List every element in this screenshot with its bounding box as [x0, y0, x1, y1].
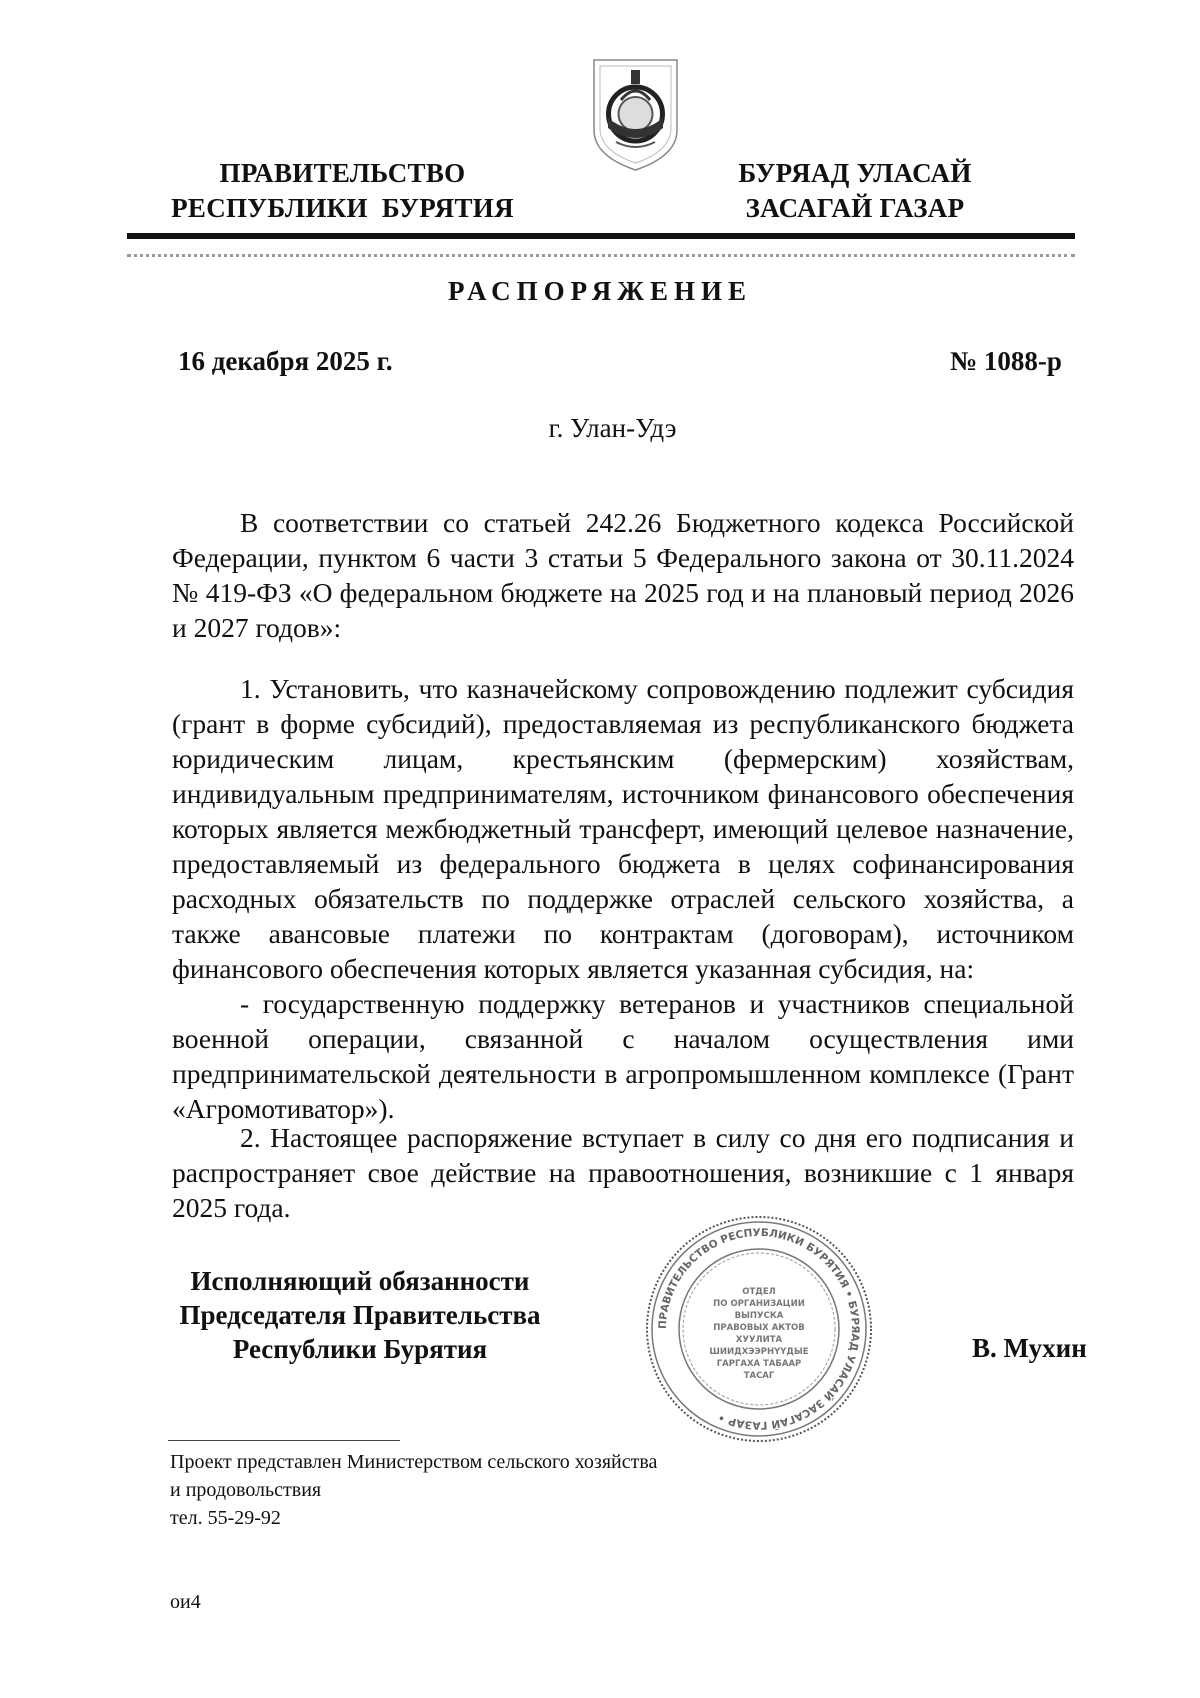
document-number: № 1088-р — [950, 346, 1062, 376]
seal-center-line: ГАРГАХА ТАБААР — [716, 1359, 802, 1369]
coat-of-arms-icon — [588, 56, 683, 174]
seal-center-line: ШИИДХЭЭРНҮҮДЫЕ — [709, 1347, 809, 1357]
footnote-divider — [168, 1440, 400, 1441]
project-note-line1: Проект представлен Министерством сельского хозяйства — [170, 1451, 658, 1473]
preamble — [172, 505, 1074, 645]
header-divider-thin — [127, 254, 1075, 257]
seal-center-line: ПРАВОВЫХ АКТОВ — [713, 1323, 805, 1333]
clause-2-text: 2. Настоящее распоряжение вступает в силу со дня его подписания и распространяет свое действие на правоотношения, возникшие с 1 января 2025 года. — [172, 1122, 1074, 1223]
clause-1 — [172, 671, 1074, 1126]
project-note-phone: тел. 55-29-92 — [170, 1507, 281, 1529]
government-name-line1: ПРАВИТЕЛЬСТВО — [219, 158, 466, 188]
seal-center-line: ПО ОРГАНИЗАЦИИ — [713, 1299, 805, 1309]
clause-1-text: 1. Установить, что казначейскому сопровождению подлежит субсидия (грант в форме субсидий), предоставляемая из республиканского бюджета юридическим лицам, крестьянским (фермерским) хозяйствам, индивидуальным предпринимателям, источником финансового обеспечения которых является межбюджетный трансферт, имеющий целевое назначение, предоставляемый из федерального бюджета в целях софинансирования расходных обязательств по поддержке отраслей сельского хозяйства, а также авансовые платежи по контрактам (договорам), источником финансового обеспечения которых является указанная субсидия, на: — [172, 673, 1074, 984]
government-name-buryat-line1: БУРЯАД УЛАСАЙ — [738, 158, 972, 188]
document-index: ои4 — [170, 1591, 201, 1613]
header-divider-thick — [127, 233, 1075, 239]
clause-2 — [172, 1120, 1074, 1225]
seal-center-line: ХУУЛИТА — [735, 1335, 783, 1345]
document-date: 16 декабря 2025 г. — [178, 346, 393, 376]
clause-1-item: - государственную поддержку ветеранов и участников специальной военной операции, связанной с началом осуществления ими предпринимательской деятельности в агропромышленном комплексе (Грант «Агромотиватор»). — [172, 988, 1074, 1124]
government-name-buryat-line2: ЗАСАГАЙ ГАЗАР — [745, 193, 965, 223]
preamble-text: В соответствии со статьей 242.26 Бюджетного кодекса Российской Федерации, пунктом 6 части 3 статьи 5 Федерального закона от 30.11.2024 № 419-ФЗ «О федеральном бюджете на 2025 год и на плановый период 2026 и 2027 годов»: — [172, 507, 1074, 643]
signer-name: В. Мухин — [972, 1333, 1087, 1363]
project-note — [170, 1448, 820, 1532]
government-name-line2: РЕСПУБЛИКИ БУРЯТИЯ — [171, 193, 514, 223]
signer-title-line2: Председателя Правительства — [179, 1300, 541, 1330]
seal-center-line: ОТДЕЛ — [742, 1287, 776, 1297]
government-name-buryat — [705, 156, 1005, 226]
signer-title — [160, 1264, 560, 1366]
signer-title-line1: Исполняющий обязанности — [190, 1266, 530, 1296]
seal-center-line: ТАСАГ — [743, 1371, 775, 1381]
document-city: г. Улан-Удэ — [548, 413, 677, 443]
document-type: РАСПОРЯЖЕНИЕ — [447, 276, 753, 306]
government-name-russian — [150, 156, 535, 226]
signer-title-line3: Республики Бурятия — [232, 1334, 488, 1364]
project-note-line2: и продовольствия — [170, 1479, 322, 1501]
seal-outer-text-path: ПРАВИТЕЛЬСТВО РЕСПУБЛИКИ БУРЯТИЯ • БУРЯАД УЛАСАЙ ЗАСАГАЙ ГАЗАР • — [656, 1226, 862, 1432]
official-seal — [644, 1214, 874, 1444]
seal-center-line: ВЫПУСКА — [734, 1311, 784, 1321]
